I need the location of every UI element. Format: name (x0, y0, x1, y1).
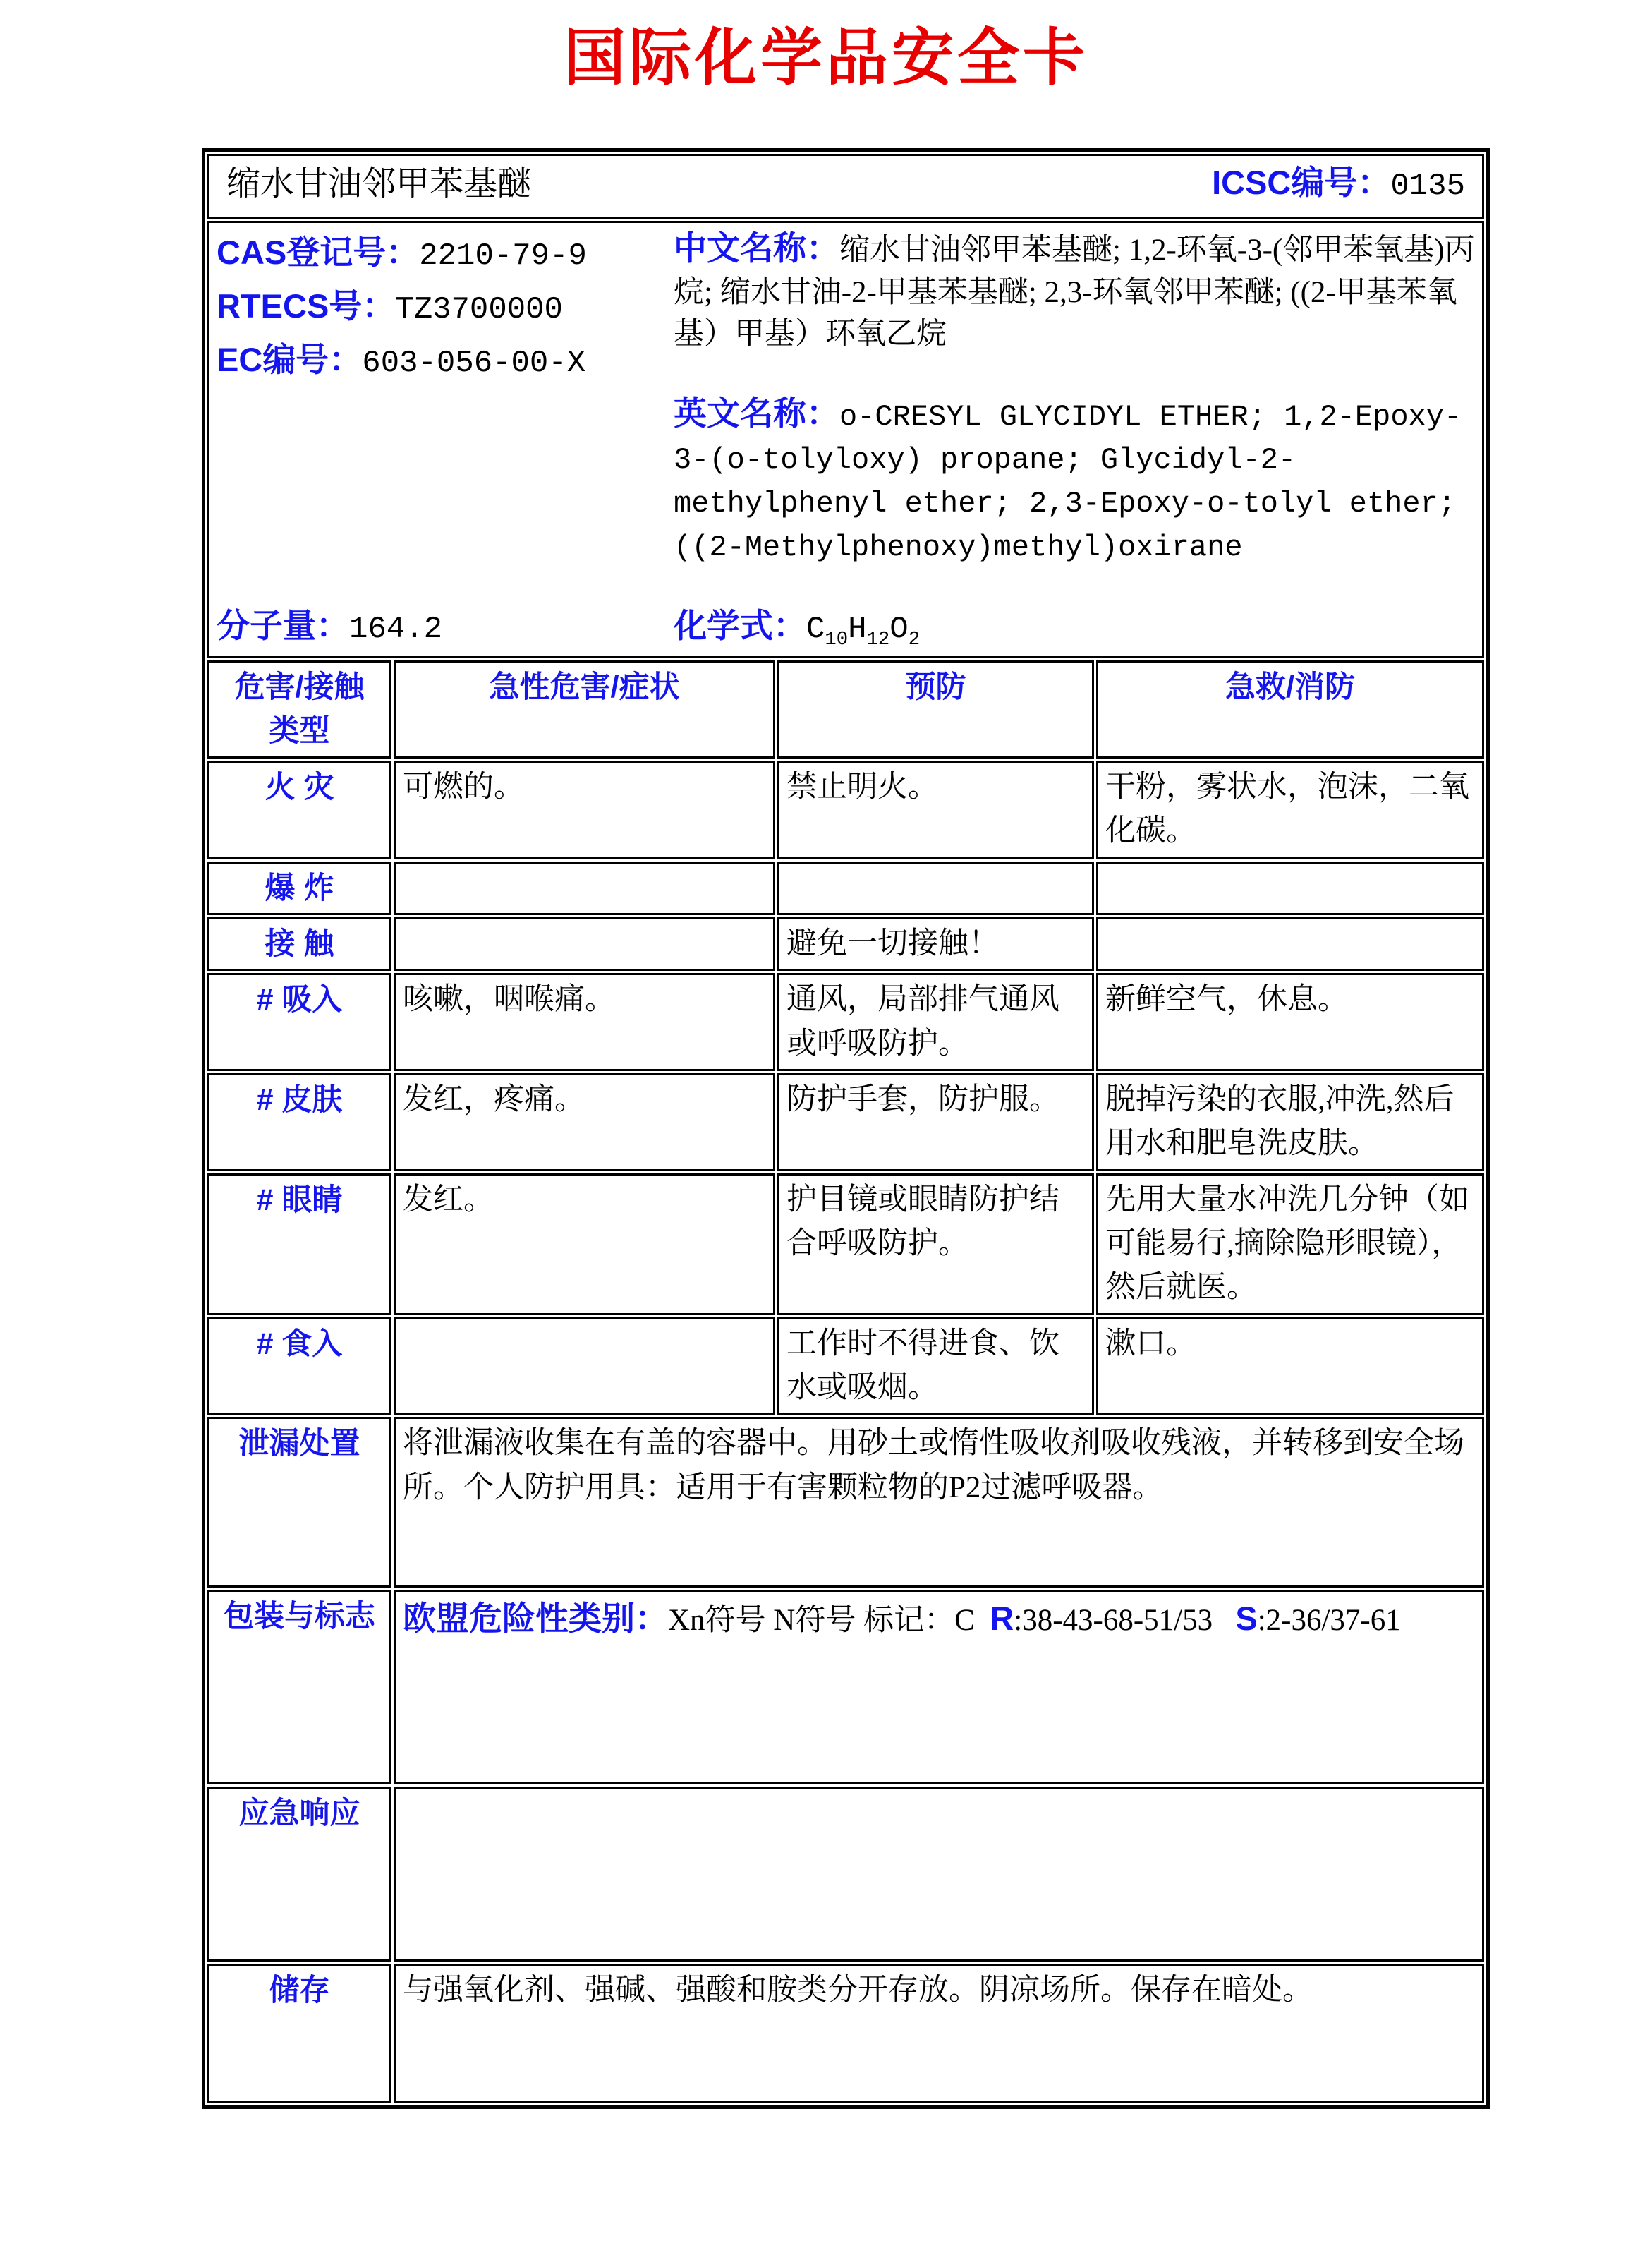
inhalation-response: 新鲜空气，休息。 (1096, 973, 1484, 1071)
ingestion-prevention: 工作时不得进食、饮水或吸烟。 (777, 1317, 1094, 1415)
storage-label: 储存 (207, 1964, 391, 2103)
safety-card-table (202, 148, 1490, 2109)
hazard-type-skin: # 皮肤 (207, 1073, 391, 1171)
icsc-value: 0135 (1390, 169, 1465, 204)
rtecs-label: RTECS号： (217, 286, 396, 325)
hazard-row-explosion (207, 862, 1484, 915)
chinese-names (674, 226, 1475, 356)
fire-response: 干粉，雾状水，泡沫，二氧化碳。 (1096, 761, 1484, 859)
molecular-weight-value: 164.2 (349, 611, 443, 647)
hazard-row-ingestion (207, 1317, 1484, 1415)
ec-label: EC编号： (217, 340, 363, 378)
col-header-symptoms: 急性危害/症状 (394, 660, 775, 759)
rtecs-number (217, 282, 674, 333)
hazard-type-ingestion: # 食入 (207, 1317, 391, 1415)
contact-prevention: 避免一切接触！ (777, 917, 1094, 971)
page-title: 国际化学品安全卡 (563, 25, 1088, 93)
explosion-symptoms (394, 862, 775, 915)
ec-number (217, 336, 674, 387)
substance-info-row (207, 221, 1484, 658)
eyes-symptoms: 发红。 (394, 1173, 775, 1315)
substance-info-cell (207, 221, 1484, 658)
inhalation-prevention: 通风，局部排气通风或呼吸防护。 (777, 973, 1094, 1071)
hazard-type-inhalation: # 吸入 (207, 973, 391, 1071)
molecular-info (217, 602, 1475, 653)
storage-content: 与强氧化剂、强碱、强酸和胺类分开存放。阴凉场所。保存在暗处。 (394, 1964, 1484, 2103)
contact-response (1096, 917, 1484, 971)
inhalation-symptoms: 咳嗽，咽喉痛。 (394, 973, 775, 1071)
section-row-packaging (207, 1590, 1484, 1784)
section-row-storage (207, 1964, 1484, 2103)
substance-name: 缩水甘油邻甲苯基醚 (226, 165, 532, 203)
contact-symptoms (394, 917, 775, 971)
cas-number (217, 229, 674, 279)
hazard-type-contact: 接 触 (207, 917, 391, 971)
molecular-weight (217, 602, 674, 653)
hazard-header-row (207, 660, 1484, 759)
chemical-names (674, 226, 1475, 569)
spill-disposal-label: 泄漏处置 (207, 1417, 391, 1588)
cas-value: 2210-79-9 (419, 238, 587, 274)
hazard-type-eyes: # 眼睛 (207, 1173, 391, 1315)
eyes-prevention: 护目镜或眼睛防护结合呼吸防护。 (777, 1173, 1094, 1315)
english-names-label: 英文名称： (674, 394, 839, 432)
ingestion-symptoms (394, 1317, 775, 1415)
hazard-row-skin (207, 1073, 1484, 1171)
section-row-emergency (207, 1787, 1484, 1962)
emergency-response-content (394, 1787, 1484, 1962)
ingestion-response: 漱口。 (1096, 1317, 1484, 1415)
hazard-row-inhalation (207, 973, 1484, 1071)
spill-disposal-content: 将泄漏液收集在有盖的容器中。用砂土或惰性吸收剂吸收残液，并转移到安全场所。个人防护用具：适用于有害颗粒物的P2过滤呼吸器。 (394, 1417, 1484, 1588)
skin-response: 脱掉污染的衣服,冲洗,然后用水和肥皂洗皮肤。 (1096, 1073, 1484, 1171)
chemical-formula-value: $C_{10}H_{12}O_2$ (806, 611, 921, 651)
col-header-prevention: 预防 (777, 660, 1094, 759)
explosion-response (1096, 862, 1484, 915)
section-row-spill-disposal (207, 1417, 1484, 1588)
fire-prevention: 禁止明火。 (777, 761, 1094, 859)
cas-label: CAS登记号： (217, 234, 420, 271)
col-header-first-aid: 急救/消防 (1096, 660, 1484, 759)
hazard-row-fire (207, 761, 1484, 859)
icsc-number (1212, 159, 1465, 210)
hazard-row-eyes (207, 1173, 1484, 1315)
fire-symptoms: 可燃的。 (394, 761, 775, 859)
english-names (674, 391, 1475, 569)
english-names-value: o-CRESYL GLYCIDYL ETHER; 1,2-Epoxy-3-(o-tolyloxy) propane; Glycidyl-2-methylphenyl ether; 2,3-Epoxy-o-tolyl ether; ((2-Methylphenoxy)methyl)oxirane (674, 399, 1462, 565)
rtecs-value: TZ3700000 (395, 291, 563, 327)
col-header-hazard-type: 危害/接触 类型 (207, 660, 391, 759)
skin-prevention: 防护手套，防护服。 (777, 1073, 1094, 1171)
ec-value: 603-056-00-X (362, 345, 586, 381)
explosion-prevention (777, 862, 1094, 915)
packaging-content: 欧盟危险性类别：Xn符号 N符号 标记：C R:38-43-68-51/53 S:2-36/37-61 (394, 1590, 1484, 1784)
chemical-formula (674, 602, 920, 653)
chinese-names-value: 缩水甘油邻甲苯基醚; 1,2-环氧-3-(邻甲苯氧基)丙烷; 缩水甘油-2-甲基苯基醚; 2,3-环氧邻甲苯醚; ((2-甲基苯氧基）甲基）环氧乙烷 (674, 234, 1475, 351)
card-header-row (207, 154, 1484, 219)
skin-symptoms: 发红，疼痛。 (394, 1073, 775, 1171)
molecular-weight-label: 分子量： (217, 606, 349, 644)
card-header-cell (207, 154, 1484, 219)
eyes-response: 先用大量水冲洗几分钟（如可能易行,摘除隐形眼镜），然后就医。 (1096, 1173, 1484, 1315)
hazard-row-contact (207, 917, 1484, 971)
chinese-names-label: 中文名称： (674, 229, 839, 267)
packaging-label: 包装与标志 (207, 1590, 391, 1784)
icsc-label: ICSC编号： (1212, 164, 1391, 201)
registry-numbers (217, 226, 674, 569)
chemical-formula-label: 化学式： (674, 606, 806, 644)
hazard-type-fire: 火 灾 (207, 761, 391, 859)
emergency-response-label: 应急响应 (207, 1787, 391, 1962)
hazard-type-explosion: 爆 炸 (207, 862, 391, 915)
